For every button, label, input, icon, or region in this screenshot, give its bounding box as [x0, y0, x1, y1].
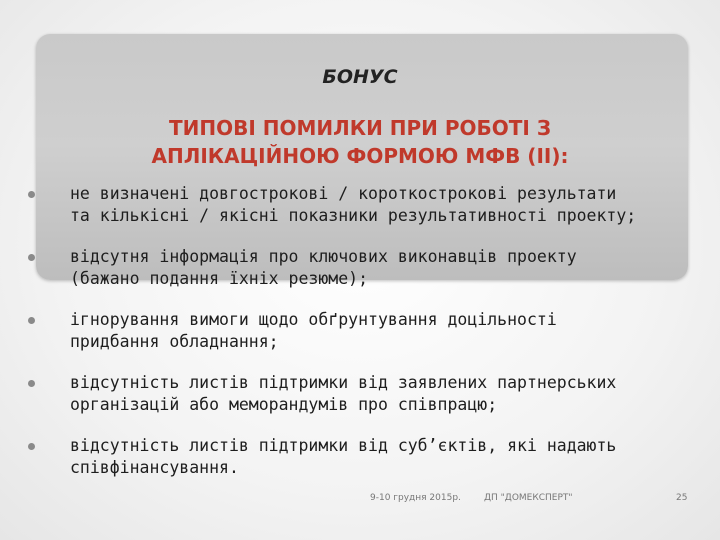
bullet-text-line: організацій або меморандумів про співпрацю;	[70, 395, 498, 414]
bullet-text-line: відсутність листів підтримки від заявлених партнерських	[70, 373, 617, 392]
page-number: 25	[676, 493, 688, 503]
title-line-1: ТИПОВІ ПОМИЛКИ ПРИ РОБОТІ З	[168, 116, 552, 140]
bullet-text-line: та кількісні / якісні показники результативності проекту;	[70, 206, 637, 225]
bullet-text-line: відсутність листів підтримки від суб’єктів, які надають	[70, 436, 617, 455]
bullet-text-line: відсутня інформація про ключових виконавців проекту	[70, 247, 577, 266]
bullet-item	[14, 246, 694, 290]
bullet-item	[14, 183, 694, 227]
bullet-dot-icon	[28, 191, 35, 198]
bullet-text-line: (бажано подання їхніх резюме);	[70, 269, 369, 288]
footer-date: 9-10 грудня 2015р.	[370, 493, 461, 503]
bullet-text-line: не визначені довгострокові / короткострокові результати	[70, 184, 617, 203]
bullet-item	[14, 309, 694, 353]
bullet-dot-icon	[28, 254, 35, 261]
bonus-label: БОНУС	[322, 66, 398, 88]
bullet-item	[14, 435, 694, 479]
slide-title	[60, 114, 660, 170]
bullet-item	[14, 372, 694, 416]
title-line-2: АПЛІКАЦІЙНОЮ ФОРМОЮ МФВ (ІІ):	[151, 144, 569, 168]
footer-organization: ДП "ДОМЕКСПЕРТ"	[484, 493, 573, 503]
bullet-list	[14, 183, 694, 498]
bullet-dot-icon	[28, 317, 35, 324]
bullet-text-line: співфінансування.	[70, 458, 239, 477]
bullet-text-line: придбання обладнання;	[70, 332, 279, 351]
bullet-dot-icon	[28, 443, 35, 450]
bullet-text-line: ігнорування вимоги щодо обґрунтування доцільності	[70, 310, 557, 329]
bullet-dot-icon	[28, 380, 35, 387]
